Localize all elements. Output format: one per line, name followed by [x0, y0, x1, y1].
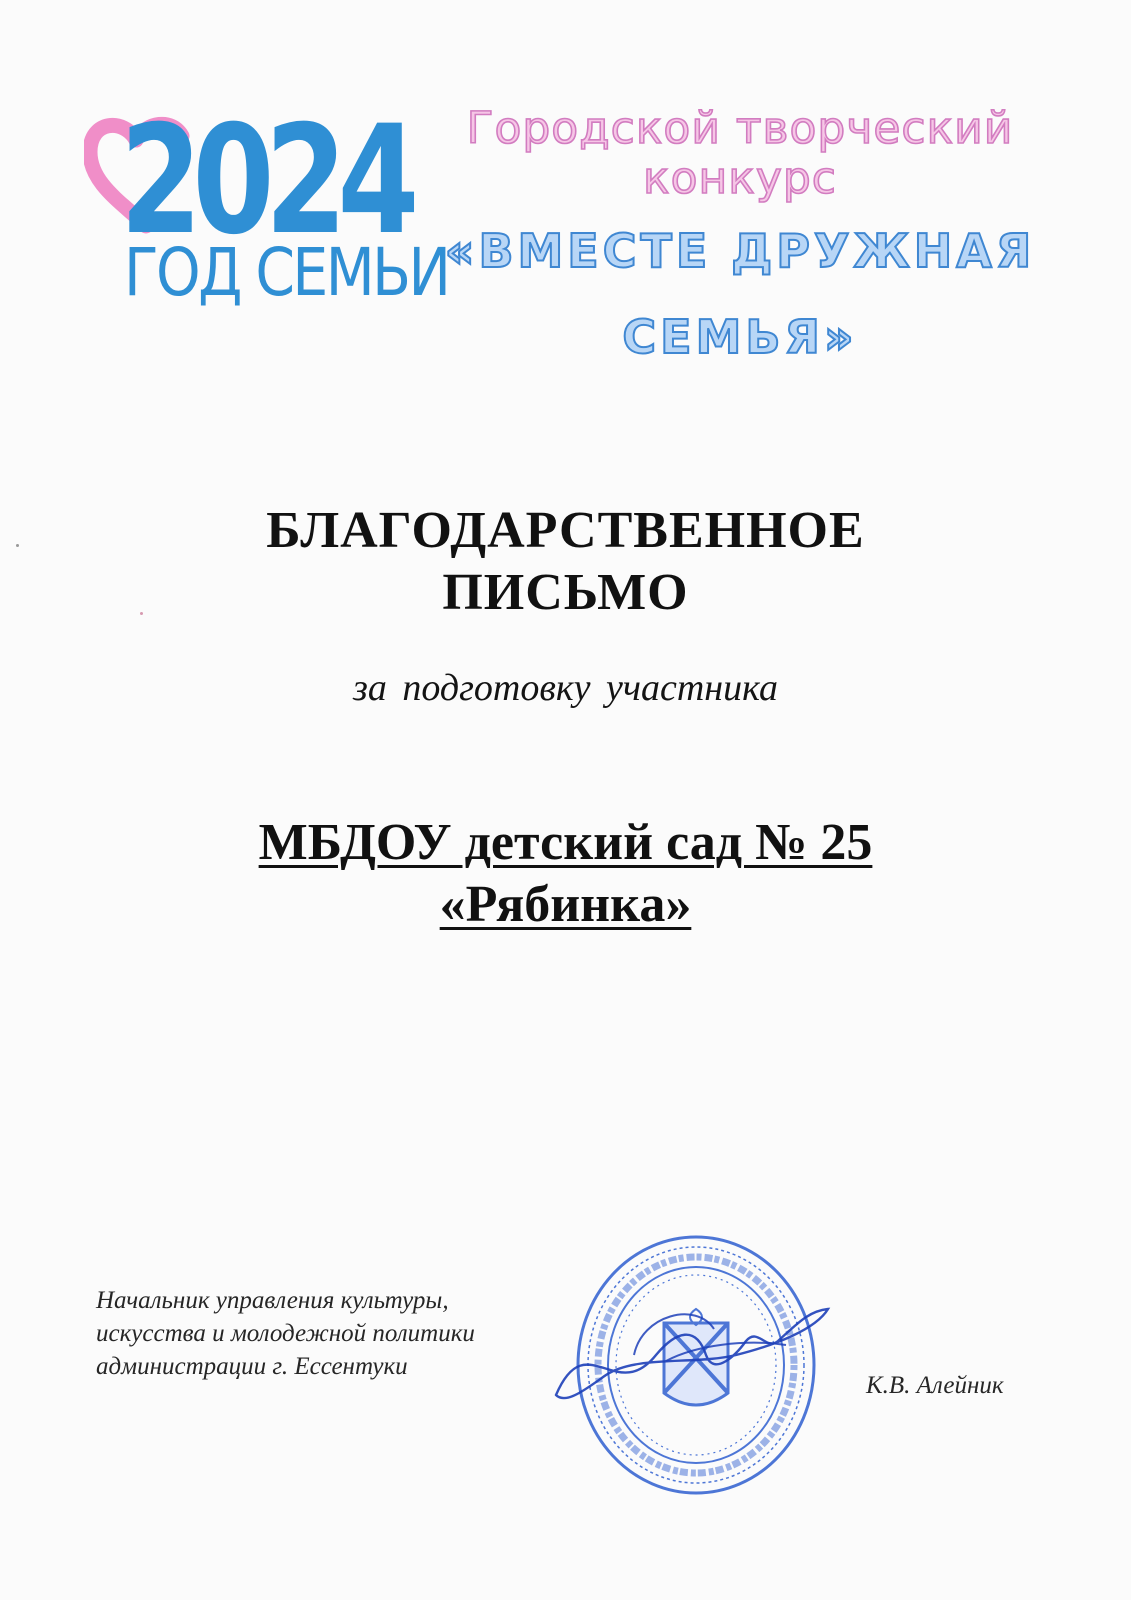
contest-type-line1: Городской творческий — [466, 103, 1014, 154]
contest-name-line1: «ВМЕСТЕ ДРУЖНАЯ — [444, 224, 1036, 278]
signer-name: К.В. Алейник — [866, 1372, 1004, 1399]
signer-position-line3: администрации г. Ессентуки — [96, 1353, 408, 1380]
contest-heading — [440, 104, 1040, 380]
logo-year: 2024 — [120, 100, 415, 250]
signer-position — [96, 1284, 566, 1383]
document-title-line2: ПИСЬМО — [442, 564, 689, 621]
signer-position-line2: искусства и молодежной политики — [96, 1320, 475, 1347]
recipient-line1: МБДОУ детский сад № 25 — [258, 814, 873, 871]
recipient-line2: «Рябинка» — [439, 876, 692, 933]
scan-speck — [16, 544, 19, 547]
stamp-seal-icon — [546, 1205, 836, 1505]
contest-name-line2: СЕМЬЯ» — [622, 310, 858, 364]
logo-caption: ГОД СЕМЬИ — [124, 234, 449, 311]
heart-2024-icon — [84, 100, 424, 250]
document-subtitle: за подготовку участника — [353, 667, 778, 709]
contest-type-line2: конкурс — [643, 153, 837, 204]
official-stamp — [546, 1205, 836, 1505]
document-title-line1: БЛАГОДАРСТВЕННОЕ — [266, 502, 865, 559]
scan-speck — [140, 612, 143, 615]
recipient — [0, 812, 1131, 936]
signer-position-line1: Начальник управления культуры, — [96, 1287, 449, 1314]
year-of-family-logo — [84, 100, 449, 320]
document-title — [0, 500, 1131, 624]
